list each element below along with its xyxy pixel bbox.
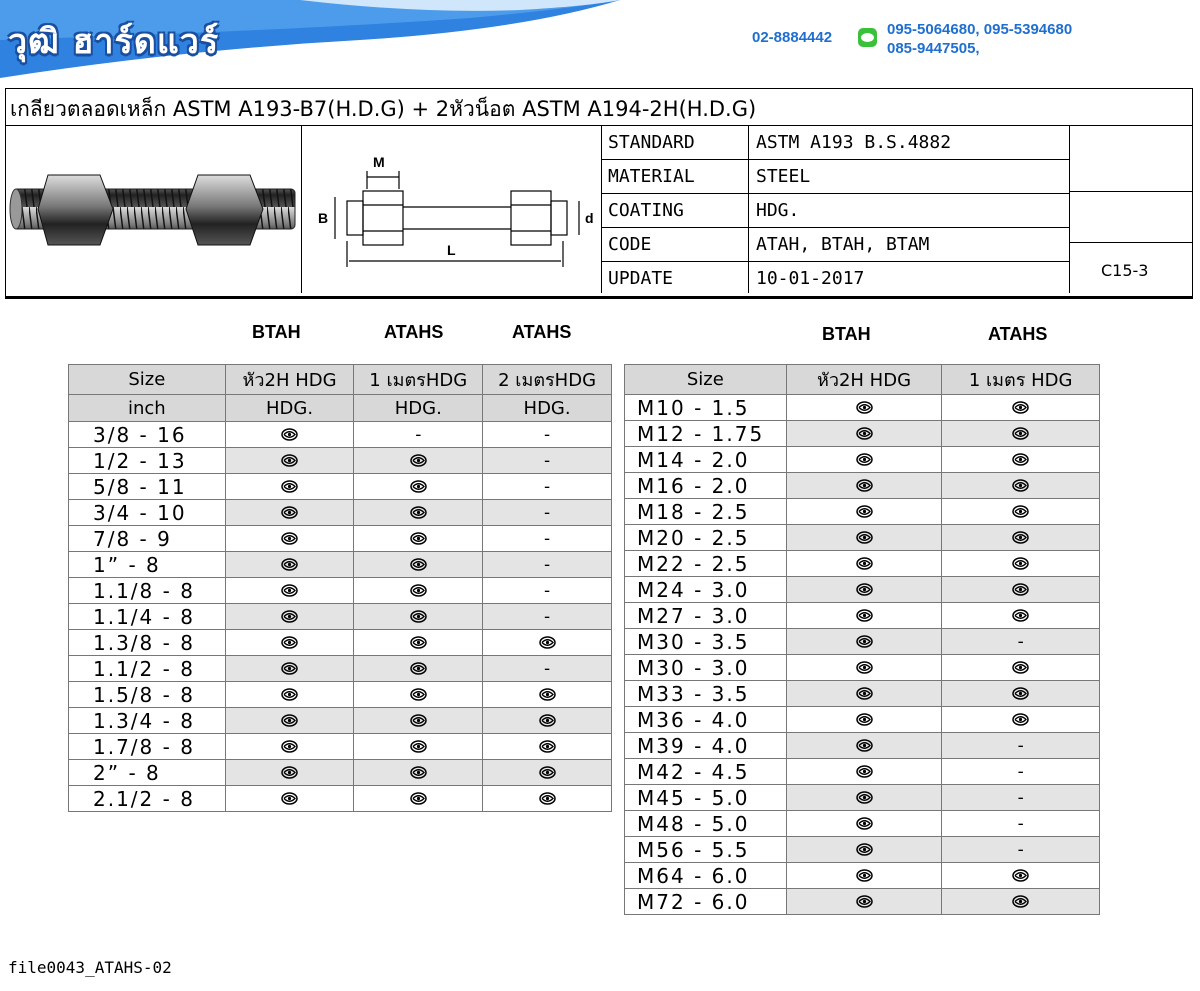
availability-cell: - [942,733,1100,759]
table-row [625,837,1100,863]
availability-cell [225,630,354,656]
availability-cell [354,578,483,604]
availability-cell: - [483,500,612,526]
available-mark-icon [281,792,298,805]
spec-row-standard [602,126,1070,160]
available-mark-icon [410,636,427,649]
table-row [625,811,1100,837]
table-row [69,734,612,760]
availability-cell [942,863,1100,889]
available-mark-icon [410,480,427,493]
available-mark-icon [856,635,873,648]
size-cell: 2.1/2 - 8 [69,786,226,812]
size-cell: M64 - 6.0 [625,863,787,889]
availability-cell [942,395,1100,421]
availability-cell [786,577,942,603]
availability-cell: - [483,422,612,448]
available-mark-icon [281,714,298,727]
availability-cell [786,421,942,447]
availability-cell [786,629,942,655]
size-cell: 3/8 - 16 [69,422,226,448]
size-cell: M72 - 6.0 [625,889,787,915]
size-cell: M12 - 1.75 [625,421,787,447]
available-mark-icon [856,479,873,492]
availability-cell [225,578,354,604]
availability-cell: - [354,422,483,448]
available-mark-icon [1012,609,1029,622]
available-mark-icon [856,739,873,752]
table-row [69,500,612,526]
size-cell: M14 - 2.0 [625,447,787,473]
available-mark-icon [856,557,873,570]
availability-cell [354,682,483,708]
available-mark-icon [1012,427,1029,440]
availability-cell [225,526,354,552]
availability-cell [942,655,1100,681]
table-row [69,604,612,630]
available-mark-icon [1012,505,1029,518]
availability-cell [483,760,612,786]
available-mark-icon [1012,869,1029,882]
availability-cell [786,759,942,785]
availability-cell [225,734,354,760]
availability-cell [483,786,612,812]
table-row [625,421,1100,447]
size-cell: 1.7/8 - 8 [69,734,226,760]
table-row [625,499,1100,525]
available-mark-icon [539,740,556,753]
available-mark-icon [856,817,873,830]
inch-group-label-3: ATAHS [512,322,572,342]
product-info-box [5,88,1193,299]
mobile-numbers[interactable] [887,20,1072,58]
page-code: C15-3 [1101,261,1149,280]
availability-cell [942,681,1100,707]
available-mark-icon [1012,453,1029,466]
size-cell: 1/2 - 13 [69,448,226,474]
availability-cell [354,474,483,500]
mobile-line-1: 095-5064680, 095-5394680 [887,21,1073,38]
availability-cell [354,760,483,786]
availability-cell [354,708,483,734]
inch-subheader-cell: inch [69,395,226,422]
available-mark-icon [410,532,427,545]
table-row [69,656,612,682]
dim-label-d: d [585,210,594,226]
availability-cell [225,422,354,448]
available-mark-icon [410,792,427,805]
size-cell: M24 - 3.0 [625,577,787,603]
inch-header-cell: Size [69,365,226,395]
size-cell: M10 - 1.5 [625,395,787,421]
spec-row-code [602,228,1070,262]
product-title: เกลียวตลอดเหล็ก ASTM A193-B7(H.D.G) + 2หัวน็อต ASTM A194-2H(H.D.G) [10,97,757,121]
available-mark-icon [1012,895,1029,908]
availability-cell [225,474,354,500]
spec-row-material [602,160,1070,194]
availability-cell [225,604,354,630]
availability-cell [942,473,1100,499]
available-mark-icon [856,401,873,414]
size-cell: M27 - 3.0 [625,603,787,629]
spec-row-update [602,262,1070,295]
spec-value: STEEL [756,166,811,187]
availability-cell [942,525,1100,551]
available-mark-icon [410,454,427,467]
availability-cell [942,447,1100,473]
mobile-line-2: 085-9447505, [887,40,980,57]
available-mark-icon [856,843,873,856]
table-row [625,525,1100,551]
size-cell: M20 - 2.5 [625,525,787,551]
table-row [625,655,1100,681]
availability-cell: - [942,629,1100,655]
availability-cell [354,734,483,760]
size-cell: 1.3/4 - 8 [69,708,226,734]
table-row [625,577,1100,603]
size-cell: M30 - 3.5 [625,629,787,655]
size-cell: 1.1/2 - 8 [69,656,226,682]
available-mark-icon [410,610,427,623]
availability-cell [354,500,483,526]
size-cell: M33 - 3.5 [625,681,787,707]
availability-cell [786,473,942,499]
available-mark-icon [539,714,556,727]
table-row [625,447,1100,473]
inch-header-cell: 1 เมตรHDG [354,365,483,395]
available-mark-icon [410,766,427,779]
inch-subheader-cell: HDG. [483,395,612,422]
available-mark-icon [281,688,298,701]
available-mark-icon [281,636,298,649]
metric-header-cell: หัว2H HDG [786,365,942,395]
table-row [625,395,1100,421]
availability-cell [942,499,1100,525]
available-mark-icon [410,662,427,675]
availability-cell [354,786,483,812]
inch-header-cell: 2 เมตรHDG [483,365,612,395]
table-row [69,682,612,708]
table-row [69,448,612,474]
spec-value: ASTM A193 B.S.4882 [756,132,952,153]
table-row [69,552,612,578]
available-mark-icon [410,740,427,753]
dim-label-l: L [447,242,456,258]
availability-cell [225,448,354,474]
availability-cell [483,708,612,734]
table-row [69,422,612,448]
table-row [625,473,1100,499]
size-cell: 2” - 8 [69,760,226,786]
table-row [625,759,1100,785]
availability-cell: - [483,656,612,682]
availability-cell [483,630,612,656]
availability-cell [786,863,942,889]
availability-cell [786,551,942,577]
table-row [69,474,612,500]
available-mark-icon [410,584,427,597]
available-mark-icon [281,558,298,571]
availability-cell [225,500,354,526]
availability-cell [225,656,354,682]
availability-cell [225,552,354,578]
availability-cell [786,707,942,733]
availability-cell [786,681,942,707]
table-row [625,733,1100,759]
metric-header-cell: 1 เมตร HDG [942,365,1100,395]
availability-cell [786,785,942,811]
size-cell: 7/8 - 9 [69,526,226,552]
availability-cell [225,708,354,734]
availability-cell [786,889,942,915]
availability-cell: - [483,578,612,604]
phone-main[interactable]: 02-8884442 [752,29,833,46]
metric-group-label-1: BTAH [822,324,871,344]
available-mark-icon [1012,713,1029,726]
availability-cell [786,525,942,551]
availability-cell [786,811,942,837]
inch-group-label-1: BTAH [252,322,301,342]
size-cell: M30 - 3.0 [625,655,787,681]
availability-cell [483,682,612,708]
spec-value: HDG. [756,200,800,221]
available-mark-icon [856,583,873,596]
spec-key: MATERIAL [608,166,695,187]
available-mark-icon [539,792,556,805]
available-mark-icon [856,765,873,778]
available-mark-icon [856,427,873,440]
available-mark-icon [856,687,873,700]
size-cell: 1.5/8 - 8 [69,682,226,708]
table-row [625,785,1100,811]
available-mark-icon [281,610,298,623]
table-row [625,551,1100,577]
available-mark-icon [539,636,556,649]
table-row [625,863,1100,889]
available-mark-icon [1012,401,1029,414]
availability-cell [942,577,1100,603]
available-mark-icon [856,531,873,544]
available-mark-icon [410,714,427,727]
footer-filename: file0043_ATAHS-02 [8,958,172,977]
table-row [69,630,612,656]
spec-row-coating [602,194,1070,228]
availability-cell [225,786,354,812]
spec-key: COATING [608,200,684,221]
availability-cell [225,682,354,708]
inch-group-label-2: ATAHS [384,322,444,342]
availability-cell [786,655,942,681]
available-mark-icon [539,766,556,779]
spec-value: 10-01-2017 [756,268,865,289]
available-mark-icon [281,740,298,753]
available-mark-icon [856,895,873,908]
size-cell: 5/8 - 11 [69,474,226,500]
size-cell: M56 - 5.5 [625,837,787,863]
availability-cell: - [942,837,1100,863]
table-row [69,760,612,786]
availability-cell [786,395,942,421]
spec-value: ATAH, BTAH, BTAM [756,234,930,255]
available-mark-icon [856,661,873,674]
availability-cell [942,889,1100,915]
metric-size-table [624,364,1100,915]
availability-cell: - [483,526,612,552]
availability-cell: - [483,474,612,500]
availability-cell [483,734,612,760]
size-cell: M18 - 2.5 [625,499,787,525]
size-cell: 1.1/4 - 8 [69,604,226,630]
table-row [625,629,1100,655]
table-row [69,708,612,734]
availability-cell [354,552,483,578]
table-row [69,786,612,812]
available-mark-icon [1012,557,1029,570]
size-cell: M36 - 4.0 [625,707,787,733]
availability-cell: - [942,811,1100,837]
size-cell: M48 - 5.0 [625,811,787,837]
available-mark-icon [539,688,556,701]
availability-cell [942,603,1100,629]
availability-cell [786,733,942,759]
size-cell: M45 - 5.0 [625,785,787,811]
availability-cell [942,707,1100,733]
inch-subheader-cell: HDG. [354,395,483,422]
dim-label-m: M [373,154,385,170]
available-mark-icon [281,584,298,597]
availability-cell [354,604,483,630]
available-mark-icon [1012,479,1029,492]
available-mark-icon [856,453,873,466]
size-cell: M42 - 4.5 [625,759,787,785]
table-row [625,681,1100,707]
available-mark-icon [856,869,873,882]
availability-cell [942,551,1100,577]
available-mark-icon [281,480,298,493]
available-mark-icon [856,791,873,804]
available-mark-icon [856,713,873,726]
metric-group-label-2: ATAHS [988,324,1048,344]
availability-cell: - [483,448,612,474]
availability-cell [942,421,1100,447]
size-cell: M22 - 2.5 [625,551,787,577]
available-mark-icon [410,688,427,701]
availability-cell [354,656,483,682]
metric-header-cell: Size [625,365,787,395]
available-mark-icon [281,662,298,675]
table-row [625,603,1100,629]
brand-name: วุฒิ ฮาร์ดแวร์ [8,22,220,62]
availability-cell [786,499,942,525]
available-mark-icon [1012,661,1029,674]
availability-cell: - [483,552,612,578]
table-row [69,578,612,604]
available-mark-icon [410,558,427,571]
inch-size-table [68,364,612,812]
available-mark-icon [856,609,873,622]
availability-cell [225,760,354,786]
size-cell: 1.1/8 - 8 [69,578,226,604]
inch-header-cell: หัว2H HDG [225,365,354,395]
availability-cell [786,447,942,473]
available-mark-icon [281,454,298,467]
available-mark-icon [856,505,873,518]
stud-bolt-dimension-diagram [311,149,596,279]
table-row [625,889,1100,915]
availability-cell [354,526,483,552]
availability-cell: - [942,759,1100,785]
table-row [625,707,1100,733]
availability-cell [786,837,942,863]
availability-cell [354,448,483,474]
size-cell: M39 - 4.0 [625,733,787,759]
spec-key: CODE [608,234,652,255]
availability-cell: - [942,785,1100,811]
available-mark-icon [281,766,298,779]
inch-subheader-cell: HDG. [225,395,354,422]
stud-bolt-photo [8,167,298,253]
availability-cell [354,630,483,656]
size-cell: 3/4 - 10 [69,500,226,526]
availability-cell: - [483,604,612,630]
available-mark-icon [281,428,298,441]
size-cell: M16 - 2.0 [625,473,787,499]
size-cell: 1” - 8 [69,552,226,578]
size-cell: 1.3/8 - 8 [69,630,226,656]
available-mark-icon [281,532,298,545]
available-mark-icon [281,506,298,519]
line-app-icon [858,28,877,47]
available-mark-icon [1012,531,1029,544]
available-mark-icon [1012,583,1029,596]
available-mark-icon [410,506,427,519]
table-row [69,526,612,552]
availability-cell [786,603,942,629]
dim-label-b: B [318,210,329,226]
available-mark-icon [1012,687,1029,700]
spec-key: UPDATE [608,268,674,289]
spec-key: STANDARD [608,132,695,153]
